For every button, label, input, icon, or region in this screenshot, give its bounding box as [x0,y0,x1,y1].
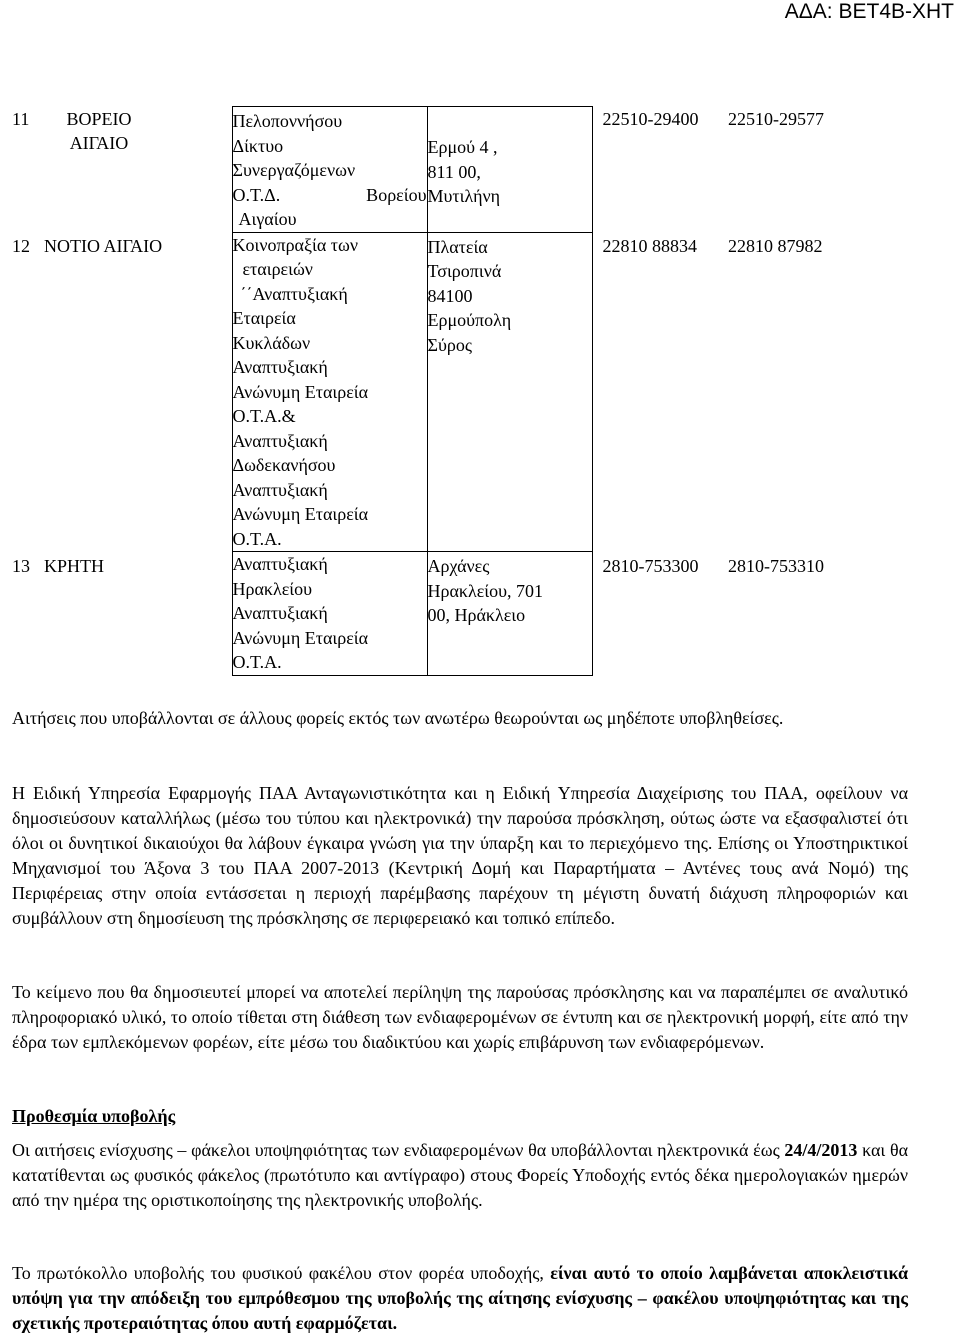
organization-line: Ο.Τ.Α. [232,652,282,672]
protocol-text-bold: είναι αυτό το οποίο λαμβάνεται αποκλειστικά υπόψη για την απόδειξη του εμπρόθεσμου της υποβολής της αίτησης ενίσχυσης – φακέλου υποψηφιότητας και της σχετικής προτεραιότητας όπου αυτή εφαρμόζεται. [12,1263,908,1333]
address [427,232,592,552]
organization-name [232,552,427,676]
address-line: 84100 [427,285,473,306]
organization-line: ΄΄Αναπτυξιακή [240,283,348,304]
phone-number: 22810 88834 [602,236,697,256]
organization-line: Αναπτυξιακή [232,479,328,500]
organization-line: Ανώνυμη Εταιρεία [232,381,369,402]
address-line: Πλατεία [427,236,488,257]
paragraph-invalid-applications: Αιτήσεις που υποβάλλονται σε άλλους φορείς εκτός των ανωτέρω θεωρούνται ως μηδέποτε υποβληθείσες. [12,708,784,728]
region-name [44,232,232,552]
organization-line: Δίκτυο [232,135,284,156]
region-line: ΑΙΓΑΙΟ [69,133,129,153]
region-line: ΒΟΡΕΙΟ [66,108,132,129]
organization-line: Κυκλάδων [232,332,311,353]
organization-line: Αιγαίου [238,209,297,229]
deadline-text-end: και θα κατατίθενται ως φυσικός φάκελος (πρωτότυπο και αντίγραφο) στους Φορείς Υποδοχής εντός δέκα ημερολογιακών ημερών από την ημέρα της οριστικοποίησης της ηλεκτρονικής υποβολής. [12,1140,908,1210]
address-line: Μυτιλήνη [427,186,501,206]
deadline-date: 24/4/2013 [784,1140,858,1160]
organization-line: Αναπτυξιακή [232,554,328,574]
organizations-table [12,106,960,676]
phone-number: 2810-753300 [602,555,699,576]
organization-line: Ο.Τ.Α.& [232,406,296,426]
table-row [12,552,960,676]
address-line: 811 00, [427,161,481,182]
organization-line: Ανώνυμη Εταιρεία [232,504,369,524]
organization-line: Αναπτυξιακή [232,603,328,623]
address-line: Τσιροπινά [427,261,502,281]
organization-name [232,107,427,233]
address-line: Αρχάνες [427,556,490,576]
organization-line: Συνεργαζόμενων [232,160,356,180]
organization-line: Ανώνυμη Εταιρεία [232,627,369,648]
address-line: Ερμούπολη [427,310,512,330]
protocol-text-start: Το πρωτόκολλο υποβολής του φυσικού φακέλου στον φορέα υποδοχής, [12,1263,551,1283]
address-line: Ηρακλείου, 701 [427,580,544,601]
organization-line: εταιρειών [242,259,313,279]
fax-number: 2810-753310 [728,555,824,576]
phone-number: 22510-29400 [602,108,699,129]
ada-code: ΑΔΑ: ΒΕΤ4Β-ΧΗΤ [784,0,954,23]
region-line: ΝΟΤΙΟ ΑΙΓΑΙΟ [44,236,163,256]
address [427,552,592,676]
fax-number: 22810 87982 [728,236,823,256]
organization-line: Ηρακλείου [232,578,313,599]
address [427,107,592,233]
deadline-text-start: Οι αιτήσεις ενίσχυσης – φάκελοι υποψηφιότητας των ενδιαφερομένων θα υποβάλλονται ηλεκτρονικά έως [12,1140,785,1160]
organization-line: Ο.Τ.Δ. Βορείου [232,184,427,205]
organization-line: Αναπτυξιακή [232,430,328,451]
paragraph-deadline [12,1138,908,1213]
paragraph-protocol [12,1261,908,1336]
address-line: Σύρος [427,334,472,355]
organization-line: Δωδεκανήσου [232,455,336,475]
region-name [44,552,232,676]
heading-deadline: Προθεσμία υποβολής [12,1106,176,1126]
table-row [12,107,960,233]
region-name [44,107,232,233]
organization-line: Εταιρεία [232,308,296,328]
row-number: 13 [12,555,30,576]
paragraph-publication: Η Ειδική Υπηρεσία Εφαρμογής ΠΑΑ Ανταγωνιστικότητα και η Ειδική Υπηρεσία Διαχείρισης του ΠΑΑ, οφείλουν να δημοσιεύσουν καταλλήλως (μέσω του τύπου και ηλεκτρονικά) την παρούσα πρόσκληση, ούτως ώστε να εξασφαλιστεί ότι όλοι οι δυνητικοί δικαιούχοι θα λάβουν έγκαιρα γνώση για την ύπαρξη και το περιεχόμενο της. Επίσης οι Υποστηρικτικοί Μηχανισμοί του Άξονα 3 του ΠΑΑ 2007-2013 (Κεντρική Δομή και Παραρτήματα – Αντένες τους ανά Νομό) της Περιφέρειας στην οποία εντάσσεται η περιοχή παρέμβασης παρέχουν τη μέγιστη δυνατή διάχυση πληροφοριών και συμβάλλουν στη δημοσίευση της πρόσκλησης σε περιφερειακό και τοπικό επίπεδο. [12,783,908,928]
address-line: 00, Ηράκλειο [427,605,526,625]
region-line: ΚΡΗΤΗ [44,555,105,576]
paragraph-summary-text: Το κείμενο που θα δημοσιευτεί μπορεί να αποτελεί περίληψη της παρούσας πρόσκλησης και να παραπέμπει σε αναλυτικό πληροφοριακό υλικό, το οποίο τίθεται στη διάθεση των ενδιαφερομένων σε έντυπη και σε ηλεκτρονική μορφή, είτε από την έδρα των εμπλεκόμενων φορέων, είτε μέσω του διαδικτύου και χωρίς επιβάρυνση των ενδιαφερόμενων. [12,982,908,1052]
organization-line: Κοινοπραξία των [232,234,358,255]
organization-name [232,232,427,552]
row-number: 11 [12,108,30,129]
organization-line: Ο.Τ.Α. [232,528,282,549]
fax-number: 22510-29577 [728,108,824,129]
address-line: Ερμού 4 , [427,137,498,157]
row-number: 12 [12,236,30,256]
table-row [12,232,960,552]
organization-line: Πελοποννήσου [232,111,343,131]
organization-line: Αναπτυξιακή [232,357,328,377]
